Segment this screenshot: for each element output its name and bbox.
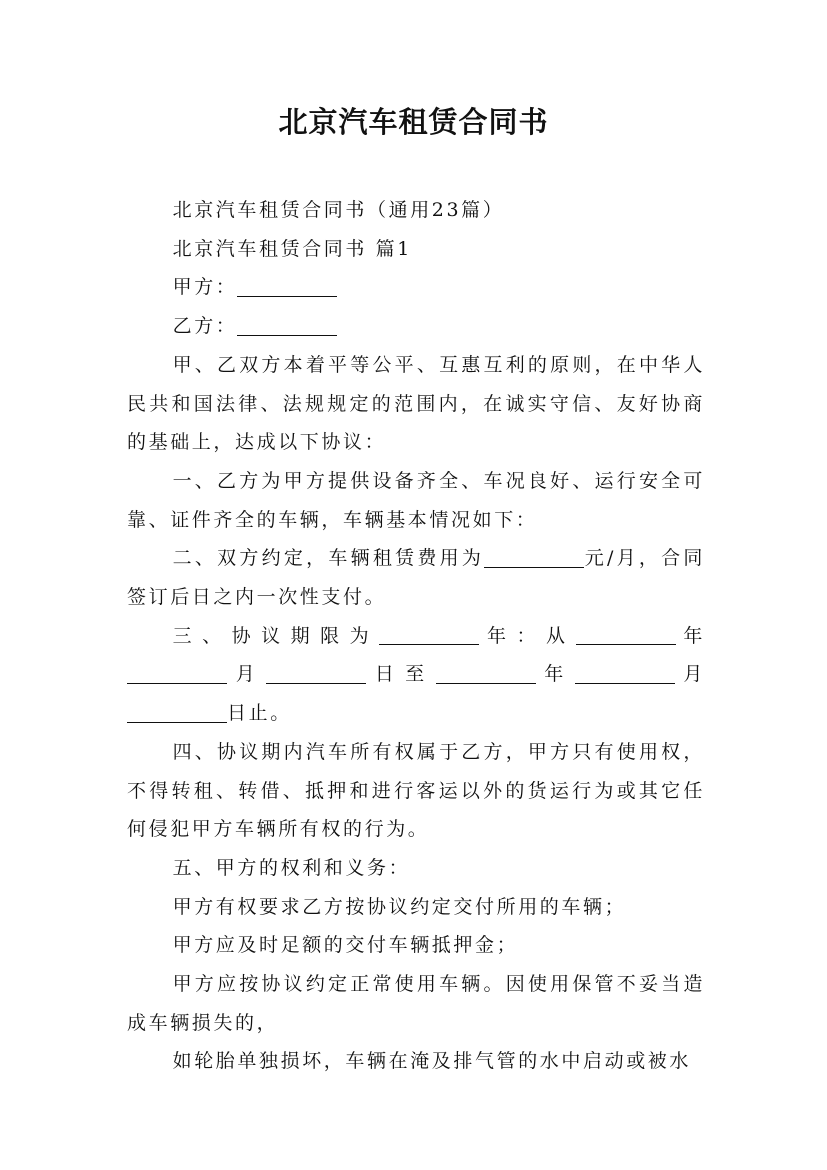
clause-2-text-b: 元/月，合同签订后日之内一次性支付。 — [127, 547, 705, 609]
right-2-text: 甲方应及时足额的交付车辆抵押金； — [172, 934, 519, 957]
term-years-blank — [379, 624, 479, 645]
party-a-label: 甲方： — [172, 276, 238, 299]
start-year-blank — [576, 624, 676, 645]
paragraph-party-a — [127, 268, 705, 307]
clause-3-text-b: 年：从 — [479, 624, 576, 647]
chapter-heading-text: 北京汽车租赁合同书 篇1 — [172, 237, 412, 260]
clause-3-text-d: 月 — [227, 663, 267, 686]
paragraph-clause-3 — [127, 617, 705, 733]
paragraph-clause-2 — [127, 539, 705, 616]
party-b-blank — [237, 315, 337, 336]
rent-fee-blank — [484, 547, 584, 568]
right-3-text: 甲方应按协议约定正常使用车辆。因使用保管不妥当造成车辆损失的， — [127, 973, 705, 1034]
right-4-text: 如轮胎单独损坏，车辆在淹及排气管的水中启动或被水 — [172, 1050, 691, 1073]
clause-5-text: 五、甲方的权利和义务： — [172, 856, 411, 879]
preamble-text: 甲、乙双方本着平等公平、互惠互利的原则，在中华人民共和国法律、法规规定的范围内，在诚实守信、友好协商的基础上，达成以下协议： — [127, 353, 705, 454]
start-day-blank — [266, 663, 366, 684]
paragraph-subtitle — [127, 191, 705, 230]
clause-3-text-h: 日止。 — [227, 702, 292, 725]
paragraph-clause-1 — [127, 462, 705, 539]
party-b-label: 乙方： — [172, 315, 238, 338]
clause-1-text: 一、乙方为甲方提供设备齐全、车况良好、运行安全可靠、证件齐全的车辆，车辆基本情况如下： — [127, 469, 705, 531]
paragraph-right-2 — [127, 926, 705, 965]
paragraph-preamble — [127, 346, 705, 462]
paragraph-party-b — [127, 307, 705, 346]
paragraph-right-1 — [127, 888, 705, 927]
start-month-blank — [127, 663, 227, 684]
clause-3-text-g: 月 — [674, 663, 705, 686]
paragraph-right-3 — [127, 965, 705, 1042]
paragraph-clause-5 — [127, 849, 705, 888]
clause-3-text-e: 日至 — [366, 663, 436, 686]
paragraph-clause-4 — [127, 733, 705, 849]
right-1-text: 甲方有权要求乙方按协议约定交付所用的车辆； — [172, 895, 627, 918]
clause-3-text-c: 年 — [675, 624, 705, 647]
document-title: 北京汽车租赁合同书 — [278, 105, 549, 139]
clause-4-text: 四、协议期内汽车所有权属于乙方，甲方只有使用权，不得转租、转借、抵押和进行客运以外的货运行为或其它任何侵犯甲方车辆所有权的行为。 — [127, 740, 705, 841]
document-body — [127, 191, 705, 1081]
paragraph-chapter-heading — [127, 230, 705, 269]
paragraph-right-4 — [127, 1042, 705, 1081]
subtitle-text: 北京汽车租赁合同书（通用23篇） — [172, 199, 505, 221]
party-a-blank — [237, 276, 337, 297]
clause-3-text-f: 年 — [535, 663, 575, 686]
end-day-blank — [127, 702, 227, 723]
end-year-blank — [436, 663, 536, 684]
end-month-blank — [575, 663, 675, 684]
clause-2-text-a: 二、双方约定，车辆租赁费用为 — [172, 547, 485, 570]
clause-3-text-a: 三、协议期限为 — [172, 624, 380, 647]
